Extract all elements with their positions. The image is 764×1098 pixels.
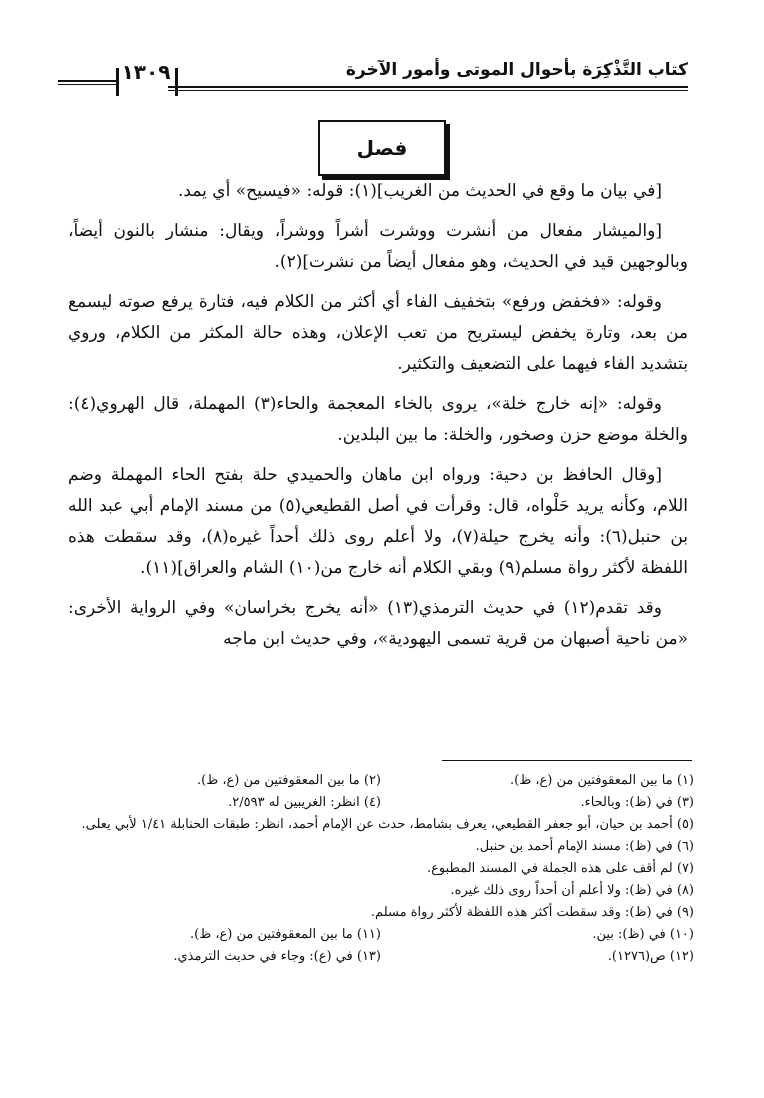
footnote: (٩) في (ظ): وقد سقطت أكثر هذه اللفظة لأكثر رواة مسلم. (370, 905, 694, 920)
header-rule-thin (168, 90, 688, 91)
footnote: (٨) في (ظ): ولا أعلم أن أحداً روى ذلك غيره. (450, 883, 694, 898)
paragraph: وقد تقدم(١٢) في حديث الترمذي(١٣) «أنه يخرج بخراسان» وفي الرواية الأخرى: «من ناحية أصبهان من قرية تسمى اليهودية»، وفي حديث ابن ماجه (68, 598, 688, 649)
main-text (68, 176, 688, 664)
footnote-row (68, 924, 694, 946)
footnote-row (68, 792, 694, 814)
footnote: (١٢) ص(١٢٧٦). (607, 949, 694, 964)
paragraph: وقوله: «إنه خارج خلة»، يروى بالخاء المعجمة والحاء(٣) المهملة، قال الهروي(٤): والخلة موضع حزن وصخور، والخلة: ما بين البلدين. (68, 394, 688, 445)
footnote: (٦) في (ظ): مسند الإمام أحمد بن حنبل. (475, 839, 694, 854)
page-header (58, 58, 688, 98)
paragraph: وقوله: «فخفض ورفع» بتخفيف الفاء أي أكثر من الكلام فيه، فتارة يرفع صوته ليسمع من بعد، وتارة يخفض ليستريح من تعب الإعلان، وهذه حالة المكثر من الكلام، وروي بتشديد الفاء فيهما على التضعيف والتكثير. (68, 292, 688, 374)
footnote: (١٠) في (ظ): بين. (592, 927, 694, 942)
footnote-row (68, 858, 694, 880)
footnote-row (68, 902, 694, 924)
footnote-row (68, 946, 694, 968)
page-number-bar-thin (58, 84, 118, 85)
page-number: ١٣٠٩ (121, 60, 171, 84)
paragraph: [والميشار مفعال من أنشرت ووشرت أشراً ووشراً، ويقال: منشار بالنون أيضاً، وبالوجهين قيد في الحديث، وهو مفعال أيضاً من نشرت](٢). (68, 221, 688, 272)
footnote: (٣) في (ظ): وبالحاء. (580, 795, 694, 810)
footnote-row (68, 880, 694, 902)
footnotes (68, 770, 694, 968)
footnote-row (68, 814, 694, 836)
footnote: (٤) انظر: الغريبين له ٢/٥٩٣. (228, 795, 381, 810)
footnote: (٧) لم أقف على هذه الجملة في المسند المطبوع. (427, 861, 694, 876)
paragraph: [في بيان ما وقع في الحديث من الغريب](١): قوله: «فيسيح» أي يمد. (178, 181, 662, 201)
book-title: كتاب التَّذْكِرَة بأحوال الموتى وأمور الآخرة (345, 60, 688, 80)
section-title: فصل (356, 136, 408, 160)
paragraph: [وقال الحافظ بن دحية: ورواه ابن ماهان والحميدي حلة بفتح الحاء المهملة وضم اللام، وكأنه يريد حَلْواه، قال: وقرأت في أصل القطيعي(٥) من مسند الإمام أبي عبد الله بن حنبل(٦): وأنه يخرج حيلة(٧)، ولا أعلم روى ذلك أحداً غيره(٨)، وقد سقطت هذه اللفظة لأكثر رواة مسلم(٩) وبقي الكلام أنه خارج من(١٠) الشام والعراق](١١). (68, 465, 689, 578)
footnote-row (68, 836, 694, 858)
section-title-box (318, 120, 446, 176)
footnote: (١١) ما بين المعقوفتين من (ع، ظ). (190, 927, 381, 942)
footnote: (٥) أحمد بن حيان، أبو جعفر القطيعي، يعرف بشامط، حدث عن الإمام أحمد، انظر: طبقات الحنابلة ١/٤١ لأبي يعلى. (81, 817, 694, 832)
footnote: (٢) ما بين المعقوفتين من (ع، ظ). (196, 773, 381, 788)
footnote-row (68, 770, 694, 792)
header-rule (168, 86, 688, 88)
footnote: (١٣) في (ع): وجاء في حديث الترمذي. (173, 949, 381, 964)
footnote: (١) ما بين المعقوفتين من (ع، ظ). (509, 773, 694, 788)
footnote-divider (442, 760, 692, 761)
